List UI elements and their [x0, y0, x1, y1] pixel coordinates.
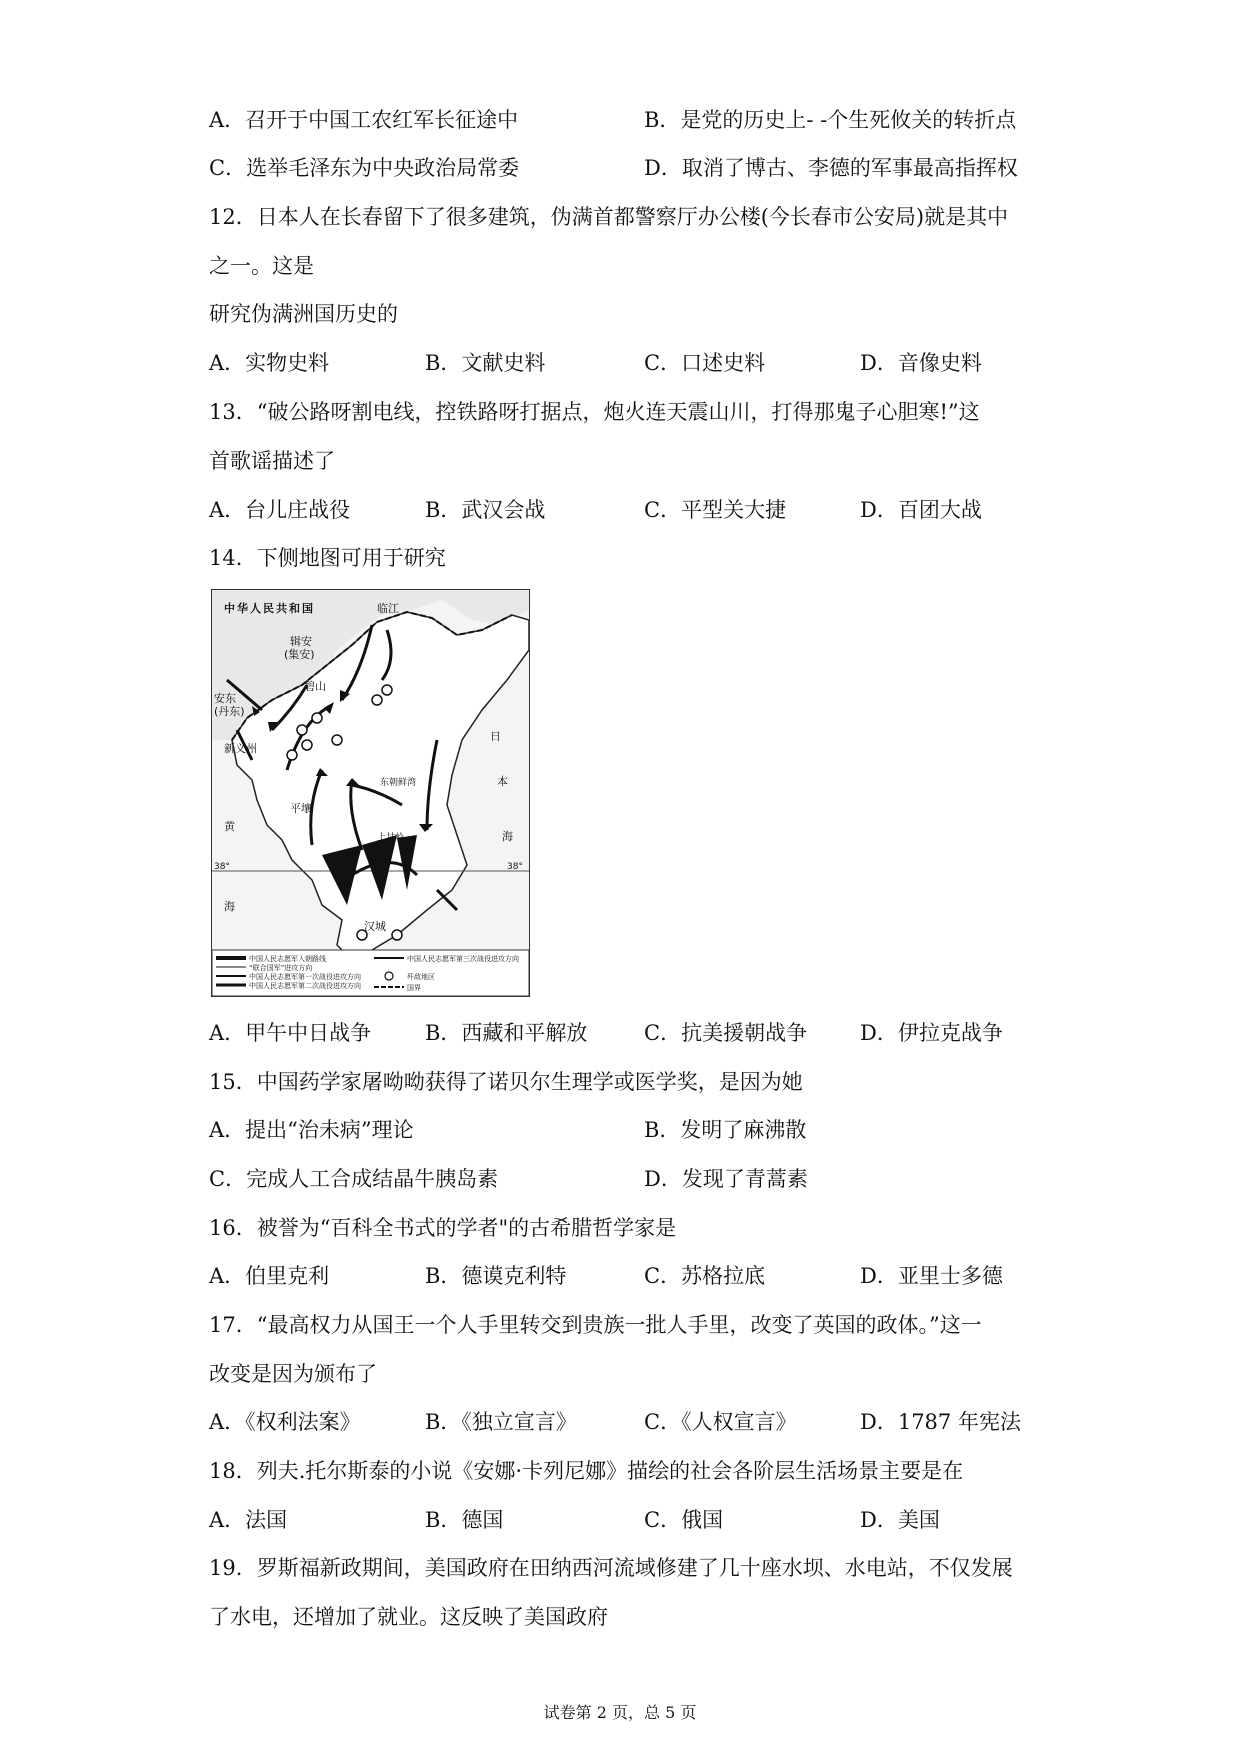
label-yellow-sea-2: 海 — [224, 900, 235, 913]
q12-stem-line1: 12．日本人在长春留下了很多建筑，伪满首都警察厅办公楼(今长春市公安局)就是其中 — [209, 205, 1009, 229]
label-andong: 安东 — [214, 692, 236, 705]
q14-stem: 14．下侧地图可用于研究 — [209, 546, 446, 570]
q13-option-c: C．平型关大捷 — [644, 498, 787, 522]
q13-option-b: B．武汉会战 — [425, 498, 546, 522]
legend-item-6: 歼敌地区 — [407, 973, 435, 981]
q14-option-a: A．甲午中日战争 — [209, 1021, 372, 1045]
q14-option-c: C．抗美援朝战争 — [644, 1021, 808, 1045]
q16-option-a: A．伯里克利 — [209, 1264, 330, 1288]
page-footer: 试卷第 2 页，总 5 页 — [543, 1703, 697, 1722]
q13-option-a: A．台儿庄战役 — [209, 498, 351, 522]
q18-option-d: D．美国 — [860, 1508, 940, 1532]
q11-option-d: D．取消了博古、李德的军事最高指挥权 — [644, 156, 1018, 180]
label-shangganling: 上甘岭 — [377, 833, 405, 843]
q12-stem-line3: 研究伪满洲国历史的 — [209, 302, 398, 326]
q13-option-d: D．百团大战 — [860, 498, 982, 522]
q13-stem-line2: 首歌谣描述了 — [209, 449, 335, 473]
q14-option-b: B．西藏和平解放 — [425, 1021, 588, 1045]
q15-option-b: B．发明了麻沸散 — [644, 1118, 807, 1142]
label-sea-of-japan-2: 本 — [497, 775, 508, 788]
label-dandong: (丹东) — [214, 705, 245, 718]
q11-option-a: A．召开于中国工农红军长征途中 — [209, 108, 519, 132]
map-title: 中华人民共和国 — [224, 602, 315, 615]
label-sea-of-japan-3: 海 — [502, 830, 513, 843]
q18-option-a: A．法国 — [209, 1508, 288, 1532]
label-sinuiju: 新义州 — [224, 742, 257, 755]
q16-option-b: B．德谟克利特 — [425, 1264, 567, 1288]
label-seoul: 汉城 — [364, 920, 386, 933]
q18-option-c: C．俄国 — [644, 1508, 724, 1532]
q15-option-c: C．完成人工合成结晶牛胰岛素 — [209, 1167, 499, 1191]
legend-item-1: 中国人民志愿军入朝路线 — [249, 955, 326, 963]
q12-option-d: D．音像史料 — [860, 351, 982, 375]
q11-option-c: C．选举毛泽东为中央政治局常委 — [209, 156, 520, 180]
korean-war-map — [211, 589, 530, 997]
legend-item-2: “联合国军”进攻方向 — [249, 964, 313, 972]
label-38-right: 38° — [507, 862, 523, 872]
q12-option-b: B．文献史料 — [425, 351, 546, 375]
q12-stem-line2: 之一。这是 — [209, 254, 314, 278]
label-38-left: 38° — [214, 862, 230, 872]
q18-stem: 18．列夫.托尔斯泰的小说《安娜·卡列尼娜》描绘的社会各阶层生活场景主要是在 — [209, 1459, 964, 1483]
q14-option-d: D．伊拉克战争 — [860, 1021, 1003, 1045]
label-yellow-sea-1: 黄 — [224, 820, 235, 833]
legend-item-3: 中国人民志愿军第一次战役进攻方向 — [249, 973, 361, 981]
q13-stem-line1: 13．“破公路呀割电线，控铁路呀打据点，炮火连天震山川，打得那鬼子心胆寒!”这 — [209, 400, 980, 424]
label-jian: 辑安 — [290, 635, 312, 648]
q15-option-a: A．提出“治未病”理论 — [209, 1118, 414, 1142]
map-graphic — [212, 590, 529, 996]
q12-option-c: C．口述史料 — [644, 351, 766, 375]
q15-option-d: D．发现了青蒿素 — [644, 1167, 808, 1191]
q17-stem-line1: 17．“最高权力从国王一个人手里转交到贵族一批人手里，改变了英国的政体。”这一 — [209, 1313, 982, 1337]
label-pyongyang: 平壤 — [290, 802, 312, 815]
q17-option-b: B．《独立宣言》 — [425, 1410, 577, 1434]
q15-stem: 15．中国药学家屠呦呦获得了诺贝尔生理学或医学奖，是因为她 — [209, 1070, 803, 1094]
q17-option-c: C．《人权宣言》 — [644, 1410, 797, 1434]
legend-item-7: 国界 — [407, 984, 421, 992]
q16-option-d: D．亚里士多德 — [860, 1264, 1003, 1288]
q17-option-d: D．1787 年宪法 — [860, 1410, 1021, 1434]
label-linjiang: 临江 — [377, 602, 399, 615]
q17-stem-line2: 改变是因为颁布了 — [209, 1362, 377, 1386]
q16-option-c: C．苏格拉底 — [644, 1264, 766, 1288]
q19-stem-line2: 了水电，还增加了就业。这反映了美国政府 — [209, 1605, 608, 1629]
label-east-korea-bay: 东朝鲜湾 — [380, 778, 417, 788]
label-bishan: 碧山 — [304, 680, 326, 693]
q12-option-a: A．实物史料 — [209, 351, 330, 375]
q18-option-b: B．德国 — [425, 1508, 504, 1532]
label-jian-alt: (集安) — [284, 648, 315, 661]
q11-option-b: B．是党的历史上- -个生死攸关的转折点 — [644, 108, 1017, 132]
label-sea-of-japan-1: 日 — [490, 730, 501, 743]
q16-stem: 16．被誉为“百科全书式的学者"的古希腊哲学家是 — [209, 1216, 677, 1240]
legend-item-4: 中国人民志愿军第二次战役进攻方向 — [249, 982, 361, 990]
legend-item-5: 中国人民志愿军第三次战役进攻方向 — [407, 955, 519, 963]
q19-stem-line1: 19．罗斯福新政期间，美国政府在田纳西河流域修建了几十座水坝、水电站，不仅发展 — [209, 1556, 1013, 1580]
q17-option-a: A．《权利法案》 — [209, 1410, 361, 1434]
